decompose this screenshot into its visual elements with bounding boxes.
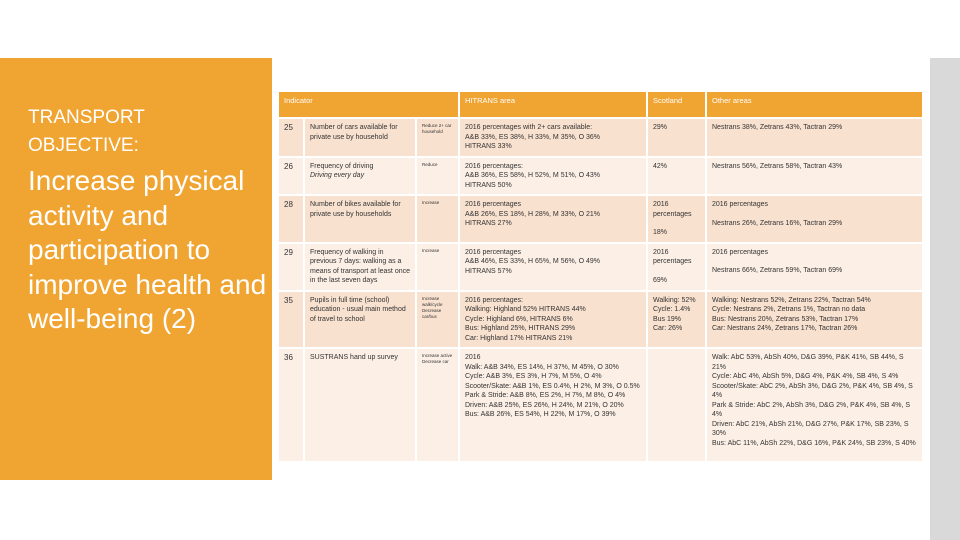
- cell-line: 2016: [465, 354, 481, 361]
- cell-line: Scooter/Skate: AbC 2%, AbSh 3%, D&G 2%, P&K 4%, SB 4%, S 4%: [712, 382, 913, 399]
- target-cell: [416, 157, 459, 196]
- cell-line: HITRANS 57%: [465, 267, 512, 275]
- target-cell: [416, 243, 459, 291]
- hitrans-cell: [459, 157, 647, 196]
- cell-line: 2016 percentages: [465, 248, 522, 256]
- cell-line: Driving every day: [310, 172, 365, 179]
- objective-label: TRANSPORT: [28, 107, 145, 128]
- cell-line: 29%: [653, 124, 668, 131]
- indicator-cell: [304, 157, 416, 196]
- target-cell: [416, 195, 459, 243]
- cell-line: HITRANS 27%: [465, 220, 512, 227]
- row-number: [278, 243, 304, 291]
- cell-line: 36: [284, 353, 293, 362]
- cell-line: Frequency of walking in previous 7 days: walking as a means of transport at least once in the last seven days: [310, 248, 410, 284]
- cell-line: 25: [284, 123, 293, 132]
- row-number: [278, 291, 304, 349]
- cell-line: Increase walk/cycle Decrease car/bus: [422, 295, 443, 319]
- cell-line: Cycle: A&B 3%, ES 3%, H 7%, M 5%, O 4%: [465, 373, 602, 380]
- cell-line: A&B 36%, ES 58%, H 52%, M 51%, O 43%: [465, 172, 601, 179]
- scotland-cell: [647, 243, 706, 291]
- cell-line: Reduce 2+ car household: [422, 123, 452, 134]
- header-scotland: Scotland: [647, 91, 706, 118]
- indicator-cell: [304, 118, 416, 157]
- cell-line: Park & Stride: AbC 2%, AbSh 3%, D&G 2%, P&K 4%, SB 4%, S 4%: [712, 401, 911, 418]
- cell-line: Park & Stride: A&B 8%, ES 2%, H 7%, M 8%, O 4%: [465, 392, 626, 399]
- cell-line: 2016 percentages with 2+ cars available:: [465, 124, 593, 131]
- cell-line: Nestrans 56%, Zetrans 58%, Tactran 43%: [712, 162, 843, 170]
- row-number: [278, 195, 304, 243]
- cell-line: A&B 26%, ES 18%, H 28%, M 33%, O 21%: [465, 210, 601, 218]
- indicator-cell: [304, 348, 416, 462]
- cell-line: Walking: 52%: [653, 296, 696, 304]
- cell-line: Increase active Decrease car: [422, 353, 453, 364]
- cell-line: Increase: [422, 247, 440, 253]
- hitrans-cell: [459, 118, 647, 157]
- table-row: [278, 118, 923, 157]
- cell-line: 42%: [653, 162, 668, 170]
- table-header: [278, 91, 923, 118]
- cell-line: Cycle: Highland 6%, HITRANS 6%: [465, 315, 573, 323]
- cell-line: Nestrans 66%, Zetrans 59%, Tactran 69%: [712, 267, 843, 274]
- hitrans-cell: [459, 243, 647, 291]
- indicator-cell: [304, 291, 416, 349]
- row-number: [278, 118, 304, 157]
- cell-line: 26: [284, 161, 293, 171]
- cell-line: Bus: Highland 25%, HITRANS 29%: [465, 325, 576, 332]
- cell-line: Driven: A&B 25%, ES 26%, H 24%, M 21%, O 20%: [465, 401, 624, 409]
- cell-line: Cycle: AbC 4%, AbSh 5%, D&G 4%, P&K 4%, SB 4%, S 4%: [712, 373, 899, 380]
- cell-line: 69%: [653, 276, 668, 284]
- indicator-cell: [304, 243, 416, 291]
- cell-line: 2016 percentages:: [465, 162, 523, 170]
- indicator-cell: [304, 195, 416, 243]
- other-areas-cell: [706, 195, 923, 243]
- cell-line: 2016 percentages: [712, 248, 769, 256]
- scotland-cell: [647, 195, 706, 243]
- cell-line: Car: 26%: [653, 325, 683, 332]
- hitrans-cell: [459, 195, 647, 243]
- cell-line: Car: Highland 17% HITRANS 21%: [465, 334, 573, 342]
- cell-line: Driven: AbC 21%, AbSh 21%, D&G 27%, P&K 17%, SB 23%, S 30%: [712, 420, 909, 437]
- scotland-cell: [647, 118, 706, 157]
- scotland-cell: [647, 348, 706, 462]
- hitrans-cell: [459, 348, 647, 462]
- cell-line: Bus: AbC 11%, AbSh 22%, D&G 16%, P&K 24%, SB 23%, S 40%: [712, 439, 916, 447]
- target-cell: [416, 348, 459, 462]
- cell-line: 29: [284, 247, 293, 257]
- table-row: [278, 157, 923, 196]
- cell-line: Number of bikes available for private use by households: [310, 201, 401, 218]
- cell-line: Walking: Nestrans 52%, Zetrans 22%, Tactran 54%: [712, 296, 871, 304]
- other-areas-cell: [706, 348, 923, 462]
- header-indicator: Indicator: [278, 91, 459, 118]
- target-cell: [416, 291, 459, 349]
- cell-line: A&B 46%, ES 33%, H 65%, M 56%, O 49%: [465, 258, 601, 265]
- other-areas-cell: [706, 243, 923, 291]
- cell-line: 28: [284, 200, 293, 209]
- hitrans-cell: [459, 291, 647, 349]
- cell-line: Bus: A&B 26%, ES 54%, H 22%, M 17%, O 39%: [465, 411, 616, 418]
- cell-line: 2016 percentages: [712, 201, 769, 208]
- cell-line: HITRANS 50%: [465, 181, 512, 189]
- cell-line: 2016 percentages: [653, 248, 692, 265]
- cell-line: Increase: [422, 200, 440, 205]
- table-row: [278, 195, 923, 243]
- cell-line: Walk: AbC 53%, AbSh 40%, D&G 39%, P&K 41%, SB 44%, S 21%: [712, 354, 904, 371]
- cell-line: Bus: Nestrans 20%, Zetrans 53%, Tactran 17%: [712, 315, 859, 323]
- cell-line: Cycle: Nestrans 2%, Zetrans 1%, Tactran no data: [712, 306, 866, 313]
- cell-line: 35: [284, 295, 293, 305]
- scotland-cell: [647, 157, 706, 196]
- cell-line: Number of cars available for private use by household: [310, 124, 398, 141]
- cell-line: Bus 19%: [653, 315, 682, 323]
- target-cell: [416, 118, 459, 157]
- scotland-cell: [647, 291, 706, 349]
- cell-line: Walk: A&B 34%, ES 14%, H 37%, M 45%, O 30%: [465, 363, 619, 371]
- cell-line: Pupils in full time (school) education - usual main method of travel to school: [310, 296, 406, 323]
- header-hitrans: HITRANS area: [459, 91, 647, 118]
- cell-line: Car: Nestrans 24%, Zetrans 17%, Tactran 26%: [712, 325, 858, 332]
- table-row: [278, 243, 923, 291]
- other-areas-cell: [706, 291, 923, 349]
- cell-line: 2016 percentages: [653, 201, 692, 218]
- table-row: [278, 348, 923, 462]
- scrollbar[interactable]: [930, 58, 960, 540]
- cell-line: Scooter/Skate: A&B 1%, ES 0.4%, H 2%, M 3%, O 0.5%: [465, 382, 640, 390]
- objective-label-2: OBJECTIVE:: [28, 135, 139, 156]
- other-areas-cell: [706, 157, 923, 196]
- header-other: Other areas: [706, 91, 923, 118]
- cell-line: HITRANS 33%: [465, 143, 512, 150]
- cell-line: 2016 percentages: [465, 201, 522, 208]
- objective-panel: [0, 58, 272, 480]
- row-number: [278, 348, 304, 462]
- cell-line: Reduce: [422, 161, 438, 167]
- cell-line: Cycle: 1.4%: [653, 306, 691, 313]
- table-row: [278, 291, 923, 349]
- objective-title: Increase physical activity and participation to improve health and well-being (2): [28, 165, 267, 334]
- cell-line: SUSTRANS hand up survey: [310, 354, 398, 361]
- indicator-table: [277, 90, 924, 463]
- cell-line: Nestrans 26%, Zetrans 16%, Tactran 29%: [712, 219, 843, 227]
- cell-line: Nestrans 38%, Zetrans 43%, Tactran 29%: [712, 124, 843, 131]
- other-areas-cell: [706, 118, 923, 157]
- cell-line: 2016 percentages:: [465, 296, 523, 304]
- row-number: [278, 157, 304, 196]
- cell-line: Walking: Highland 52% HITRANS 44%: [465, 306, 586, 313]
- cell-line: A&B 33%, ES 38%, H 33%, M 35%, O 36%: [465, 133, 601, 141]
- cell-line: Frequency of driving: [310, 162, 374, 170]
- cell-line: 18%: [653, 229, 668, 236]
